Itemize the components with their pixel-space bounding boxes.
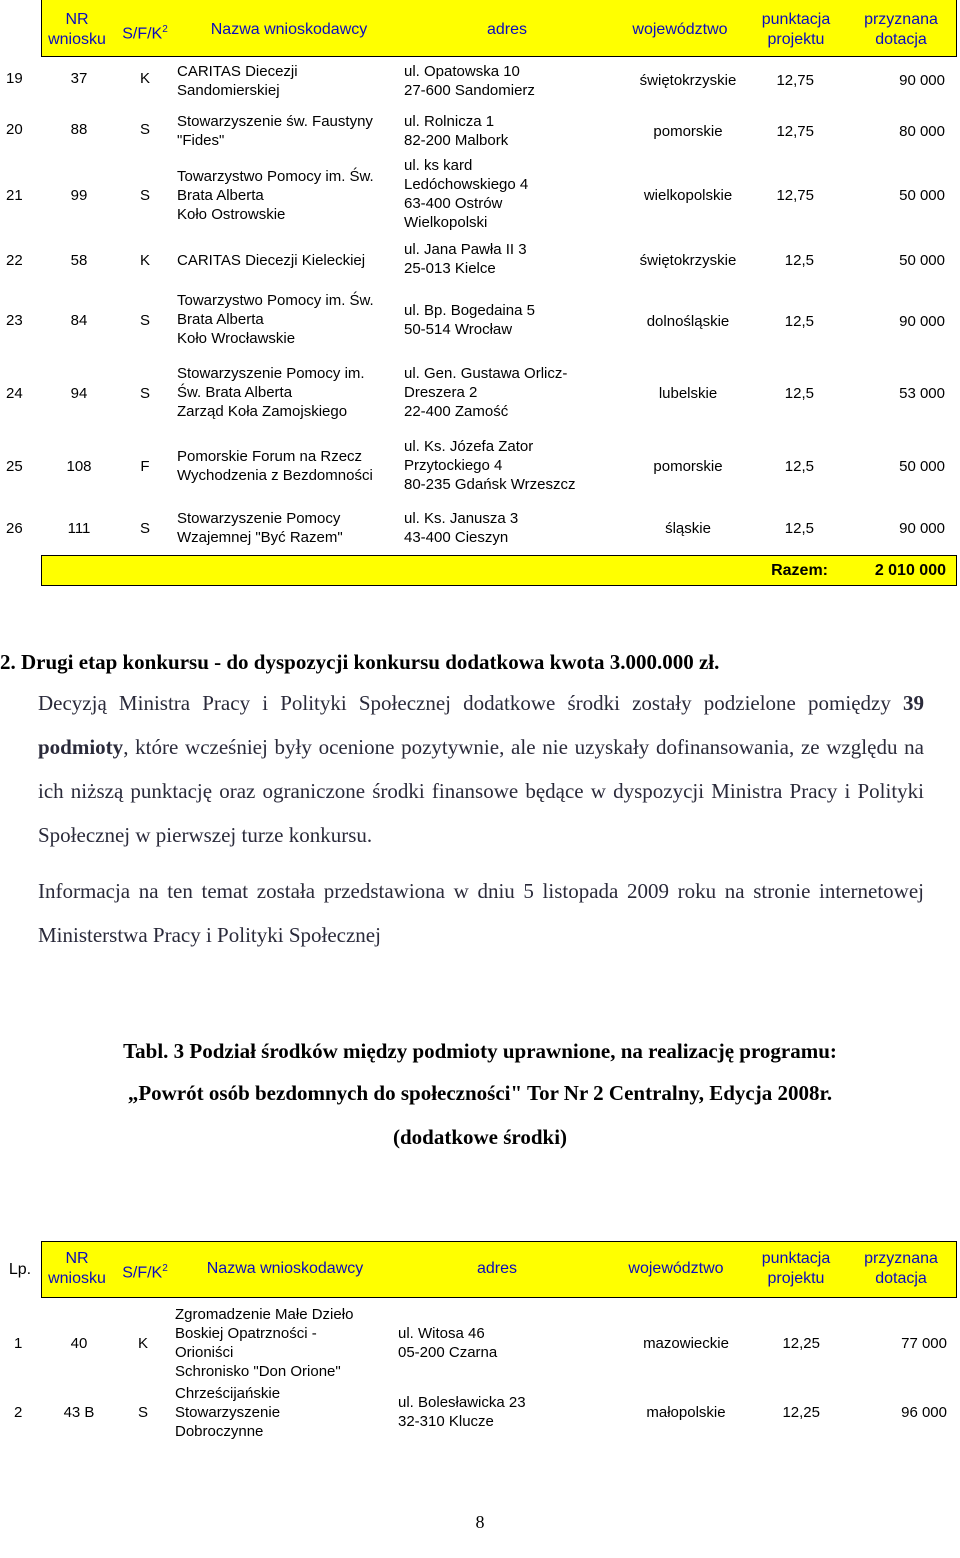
t3-header-lp: Lp. — [8, 1261, 32, 1278]
table3-title-line2: „Powrót osób bezdomnych do społeczności" Tor Nr 2 Centralny, Edycja 2008r. — [127, 1081, 833, 1105]
section2-paragraph-2: Informacja na ten temat została przedstawiona w dniu 5 listopada 2009 roku na stronie internetowej Ministerstwa Pracy i Polityki Społecznej — [38, 879, 924, 947]
t1-header-score: punktacja projektu — [761, 11, 831, 48]
total-label: Razem: — [771, 562, 828, 579]
page-number: 8 — [475, 1512, 485, 1532]
t1-header-sfk: $S/F/K^2$ — [122, 24, 168, 43]
t1-header-address: adres — [486, 21, 528, 38]
t1-header-nr: NR wniosku — [48, 11, 106, 48]
t3-header-voivodeship: województwo — [628, 1260, 724, 1277]
table3-title-line1: Tabl. 3 Podział środków między podmioty uprawnione, na realizację programu: — [123, 1039, 837, 1063]
t3-header-nr: NR wniosku — [48, 1250, 106, 1287]
t3-header-name: Nazwa wnioskodawcy — [206, 1260, 364, 1277]
section2-heading: 2. Drugi etap konkursu - do dyspozycji konkursu dodatkowa kwota 3.000.000 zł. — [0, 650, 720, 674]
t3-header-grant: przyznana dotacja — [864, 1250, 938, 1287]
total-value: 2 010 000 — [874, 562, 946, 579]
section2-paragraph-1: Decyzją Ministra Pracy i Polityki Społecznej dodatkowe środki zostały podzielone pomiędzy 39 podmioty, które wcześniej były ocenione pozytywnie, ale nie uzyskały dofinansowania, ze względu na ich niższą punktację oraz ograniczone środki finansowe będące w dyspozycji Ministra Pracy i Polityki Społecznej w pierwszej turze konkursu. — [38, 691, 924, 847]
t3-header-address: adres — [476, 1260, 518, 1277]
t1-header-voivodeship: województwo — [632, 21, 728, 38]
t1-header-name: Nazwa wnioskodawcy — [210, 21, 368, 38]
table3-title-line3: (dodatkowe środki) — [392, 1125, 568, 1149]
t1-header-grant: przyznana dotacja — [864, 11, 938, 48]
t3-header-score: punktacja projektu — [761, 1250, 831, 1287]
t3-header-sfk: $S/F/K^2$ — [122, 1263, 168, 1282]
